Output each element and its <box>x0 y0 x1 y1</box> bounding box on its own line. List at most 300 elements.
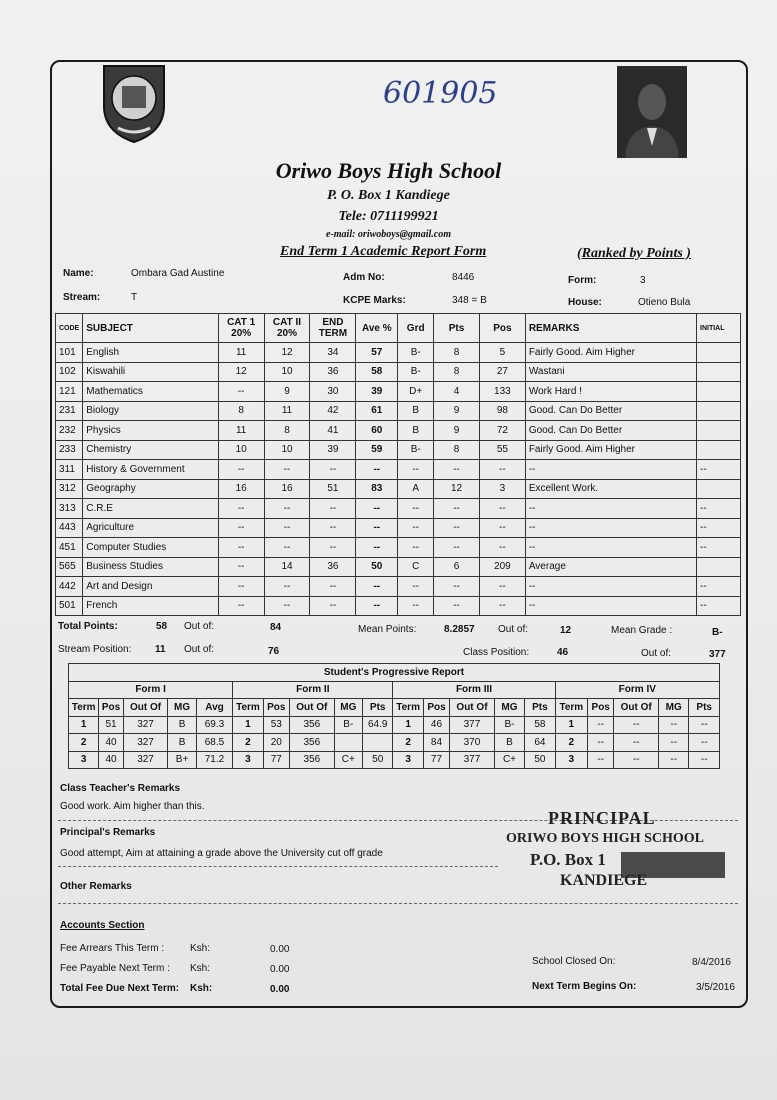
subject-cell: 30 <box>310 382 356 402</box>
subject-row <box>56 382 741 402</box>
subject-cell: -- <box>525 518 696 538</box>
subject-cell: 59 <box>356 440 398 460</box>
subject-cell: Geography <box>83 479 218 499</box>
progress-cell: -- <box>689 751 720 769</box>
progress-cell: 50 <box>525 751 555 769</box>
subject-cell <box>697 421 741 441</box>
column-header: END TERM <box>310 314 356 343</box>
subject-cell: Good. Can Do Better <box>525 401 696 421</box>
column-header: Pos <box>479 314 525 343</box>
subject-cell: -- <box>525 499 696 519</box>
adm-label: Adm No: <box>343 272 385 283</box>
progress-column-header: Pos <box>588 699 614 717</box>
next-term-label: Next Term Begins On: <box>532 981 637 992</box>
progress-form-header: Form III <box>393 681 555 699</box>
progress-cell: 40 <box>99 734 123 752</box>
subject-cell: 8 <box>434 362 480 382</box>
total-due-currency: Ksh: <box>190 983 213 994</box>
progress-forms-row <box>69 681 720 699</box>
progress-column-header: Pos <box>263 699 289 717</box>
progress-column-header: Out Of <box>450 699 495 717</box>
subject-cell: B <box>398 421 434 441</box>
subject-cell <box>697 479 741 499</box>
subject-cell: Physics <box>83 421 218 441</box>
subject-cell: 11 <box>264 401 310 421</box>
progressive-report-table <box>68 663 720 769</box>
stamp-line-1: PRINCIPAL <box>548 808 656 828</box>
subject-cell: -- <box>398 596 434 616</box>
progress-cell: 1 <box>393 716 423 734</box>
subject-cell: 10 <box>264 362 310 382</box>
class-out-of: 377 <box>709 649 726 660</box>
progress-row <box>69 716 720 734</box>
subject-cell: -- <box>310 518 356 538</box>
subject-cell: -- <box>310 460 356 480</box>
subject-cell: -- <box>697 460 741 480</box>
progress-column-header: Term <box>555 699 587 717</box>
subject-cell: -- <box>356 460 398 480</box>
subject-cell: Excellent Work. <box>525 479 696 499</box>
subject-cell: 11 <box>218 421 264 441</box>
stream-out-of: 76 <box>268 646 280 657</box>
subjects-table <box>55 313 741 616</box>
progress-cell: 53 <box>263 716 289 734</box>
subject-cell: 3 <box>479 479 525 499</box>
progress-cell: 3 <box>69 751 99 769</box>
total-due-amount: 0.00 <box>270 984 290 995</box>
total-points-label: Total Points: <box>58 621 118 632</box>
progress-cell: 327 <box>123 716 168 734</box>
subject-cell: 57 <box>356 343 398 363</box>
progress-cell: -- <box>689 716 720 734</box>
subject-cell: French <box>83 596 218 616</box>
subject-cell: -- <box>218 518 264 538</box>
class-out-of-label: Out of: <box>641 648 672 659</box>
subject-cell: 231 <box>56 401 83 421</box>
subject-cell: -- <box>434 538 480 558</box>
progress-cell: 2 <box>393 734 423 752</box>
mean-out-of: 12 <box>560 625 572 636</box>
subject-cell: 39 <box>356 382 398 402</box>
progress-cell: 46 <box>423 716 449 734</box>
accounts-title: Accounts Section <box>60 920 145 931</box>
stamp-line-2: ORIWO BOYS HIGH SCHOOL <box>506 831 704 846</box>
column-header: CODE <box>56 314 83 343</box>
subject-cell: -- <box>356 518 398 538</box>
progress-column-header: Pts <box>363 699 393 717</box>
subject-cell: -- <box>264 460 310 480</box>
progress-cell: 2 <box>69 734 99 752</box>
subject-row <box>56 596 741 616</box>
subject-cell: 60 <box>356 421 398 441</box>
progress-cell: 356 <box>290 716 335 734</box>
subject-cell: -- <box>264 499 310 519</box>
subject-cell: 55 <box>479 440 525 460</box>
subject-cell: 8 <box>264 421 310 441</box>
subject-cell: Business Studies <box>83 557 218 577</box>
progress-cell: 2 <box>233 734 263 752</box>
progress-cell: 3 <box>233 751 263 769</box>
progress-cell: 1 <box>233 716 263 734</box>
progress-column-header: Term <box>233 699 263 717</box>
arrears-amount: 0.00 <box>270 944 290 955</box>
progress-cell: 377 <box>450 716 495 734</box>
subject-cell: -- <box>218 382 264 402</box>
progress-cell: -- <box>588 716 614 734</box>
subject-cell: -- <box>356 538 398 558</box>
subject-cell: -- <box>218 499 264 519</box>
class-position-label: Class Position: <box>463 647 530 658</box>
subject-cell: 27 <box>479 362 525 382</box>
progress-cell: 20 <box>263 734 289 752</box>
subject-cell: 10 <box>264 440 310 460</box>
school-closed-label: School Closed On: <box>532 956 616 967</box>
progress-column-header: MG <box>494 699 524 717</box>
subject-cell: -- <box>479 596 525 616</box>
student-photo <box>617 66 687 158</box>
progress-column-header: Out Of <box>123 699 168 717</box>
subject-row <box>56 577 741 597</box>
progress-cell: 77 <box>423 751 449 769</box>
subject-cell: 313 <box>56 499 83 519</box>
stamp-line-3: P.O. Box 1 <box>530 850 606 869</box>
progress-cell: 3 <box>555 751 587 769</box>
progress-cell: -- <box>588 734 614 752</box>
subject-cell: 451 <box>56 538 83 558</box>
column-header: CAT II 20% <box>264 314 310 343</box>
subject-cell: -- <box>398 538 434 558</box>
subject-cell: 50 <box>356 557 398 577</box>
house-label: House: <box>568 297 602 308</box>
progress-column-header: Term <box>393 699 423 717</box>
subject-cell: -- <box>356 499 398 519</box>
progress-cell: 2 <box>555 734 587 752</box>
subject-row <box>56 557 741 577</box>
subject-cell: 102 <box>56 362 83 382</box>
subject-row <box>56 538 741 558</box>
progress-cell: 327 <box>123 751 168 769</box>
stamp-line-4: KANDIEGE <box>560 872 648 889</box>
subject-row <box>56 460 741 480</box>
school-name: Oriwo Boys High School <box>275 158 502 183</box>
adm-number: 8446 <box>452 272 475 283</box>
subject-cell <box>697 343 741 363</box>
progress-cell: C+ <box>494 751 524 769</box>
subject-cell: 14 <box>264 557 310 577</box>
subject-row <box>56 479 741 499</box>
subject-cell: 36 <box>310 557 356 577</box>
progress-cell: 71.2 <box>196 751 233 769</box>
subject-cell: 34 <box>310 343 356 363</box>
form-value: 3 <box>640 275 646 286</box>
subject-cell: 83 <box>356 479 398 499</box>
progress-cell: 50 <box>363 751 393 769</box>
progress-column-header: Out Of <box>614 699 659 717</box>
subject-cell: -- <box>525 577 696 597</box>
total-out-of-label: Out of: <box>184 621 215 632</box>
class-teacher-remarks-label: Class Teacher's Remarks <box>60 783 181 794</box>
subject-cell: B- <box>398 440 434 460</box>
subject-cell: 209 <box>479 557 525 577</box>
subject-cell: 4 <box>434 382 480 402</box>
progress-cell: B <box>168 734 196 752</box>
school-closed-date: 8/4/2016 <box>692 957 731 968</box>
mean-grade-label: Mean Grade : <box>611 625 673 636</box>
progress-form-header: Form I <box>69 681 233 699</box>
subject-cell: 232 <box>56 421 83 441</box>
progress-cell: 84 <box>423 734 449 752</box>
mean-grade: B- <box>712 627 723 638</box>
subject-cell: 442 <box>56 577 83 597</box>
progress-cell: -- <box>588 751 614 769</box>
subject-cell: D+ <box>398 382 434 402</box>
subject-cell: -- <box>434 499 480 519</box>
payable-label: Fee Payable Next Term : <box>60 963 170 974</box>
subject-cell: 443 <box>56 518 83 538</box>
column-header: INITIAL <box>697 314 741 343</box>
total-out-of: 84 <box>270 622 282 633</box>
subject-cell: 51 <box>310 479 356 499</box>
progress-cell: 327 <box>123 734 168 752</box>
subject-cell: -- <box>525 460 696 480</box>
subject-cell: B- <box>398 343 434 363</box>
subject-cell: -- <box>697 499 741 519</box>
progress-cell: -- <box>689 734 720 752</box>
progress-form-header: Form IV <box>555 681 719 699</box>
progress-cell: 64 <box>525 734 555 752</box>
subject-cell: -- <box>218 596 264 616</box>
progress-column-header: Pts <box>689 699 720 717</box>
progress-cell: 51 <box>99 716 123 734</box>
kcpe-label: KCPE Marks: <box>343 295 406 306</box>
progress-cell: 356 <box>290 734 335 752</box>
ranking-note: (Ranked by Points ) <box>577 246 691 261</box>
subject-cell: -- <box>398 460 434 480</box>
progress-column-header: MG <box>168 699 196 717</box>
subject-cell: 11 <box>218 343 264 363</box>
subject-cell: -- <box>398 518 434 538</box>
progress-cell: B <box>168 716 196 734</box>
subject-cell: 16 <box>264 479 310 499</box>
subject-cell: 72 <box>479 421 525 441</box>
progress-cell: -- <box>659 716 689 734</box>
subject-cell <box>697 557 741 577</box>
subject-cell: 311 <box>56 460 83 480</box>
next-term-date: 3/5/2016 <box>696 982 735 993</box>
progress-column-header: Out Of <box>290 699 335 717</box>
progress-form-header: Form II <box>233 681 393 699</box>
subject-cell: 12 <box>434 479 480 499</box>
subject-cell: 61 <box>356 401 398 421</box>
progress-cell: C+ <box>334 751 362 769</box>
progress-title: Student's Progressive Report <box>69 664 720 682</box>
subject-row <box>56 362 741 382</box>
subject-cell: Mathematics <box>83 382 218 402</box>
arrears-currency: Ksh: <box>190 943 211 954</box>
progress-cell: 40 <box>99 751 123 769</box>
progress-cell: B <box>494 734 524 752</box>
subject-cell: 42 <box>310 401 356 421</box>
subject-cell: 10 <box>218 440 264 460</box>
school-crest-logo <box>100 62 168 144</box>
subject-cell <box>697 440 741 460</box>
student-name: Ombara Gad Austine <box>131 268 225 279</box>
subject-cell: 565 <box>56 557 83 577</box>
subject-cell: Work Hard ! <box>525 382 696 402</box>
subject-cell: Good. Can Do Better <box>525 421 696 441</box>
progress-column-header: MG <box>334 699 362 717</box>
subject-cell: -- <box>434 460 480 480</box>
subject-cell <box>697 401 741 421</box>
class-position: 46 <box>557 647 569 658</box>
progress-cell: 69.3 <box>196 716 233 734</box>
subject-cell: -- <box>310 538 356 558</box>
subjects-header-row <box>56 314 741 343</box>
subject-cell: -- <box>479 538 525 558</box>
subject-cell: -- <box>398 499 434 519</box>
total-points: 58 <box>156 621 168 632</box>
mean-points-label: Mean Points: <box>358 624 417 635</box>
subject-cell: B- <box>398 362 434 382</box>
stream-value: T <box>131 292 138 303</box>
subject-cell: -- <box>310 577 356 597</box>
subject-cell: -- <box>479 460 525 480</box>
subject-cell: 8 <box>434 440 480 460</box>
subject-cell: 12 <box>218 362 264 382</box>
progress-row <box>69 751 720 769</box>
subject-cell: -- <box>479 499 525 519</box>
other-remarks-label: Other Remarks <box>60 881 132 892</box>
subject-cell: -- <box>218 557 264 577</box>
subject-cell: English <box>83 343 218 363</box>
mean-points: 8.2857 <box>444 624 475 635</box>
subject-cell: Fairly Good. Aim Higher <box>525 440 696 460</box>
subject-cell: 501 <box>56 596 83 616</box>
progress-cell: 68.5 <box>196 734 233 752</box>
progress-cell: 64.9 <box>363 716 393 734</box>
subject-cell: Wastani <box>525 362 696 382</box>
subject-cell: 312 <box>56 479 83 499</box>
mean-out-of-label: Out of: <box>498 624 529 635</box>
subject-cell: 41 <box>310 421 356 441</box>
subject-cell: Computer Studies <box>83 538 218 558</box>
subject-cell: 9 <box>434 421 480 441</box>
subject-cell: History & Government <box>83 460 218 480</box>
class-teacher-remarks: Good work. Aim higher than this. <box>60 801 205 812</box>
subject-cell: -- <box>697 518 741 538</box>
subject-cell: 16 <box>218 479 264 499</box>
subject-cell: Kiswahili <box>83 362 218 382</box>
school-address: P. O. Box 1 Kandiege <box>327 188 450 203</box>
subject-cell: -- <box>434 577 480 597</box>
stream-label: Stream: <box>63 292 101 303</box>
stream-position: 11 <box>155 644 166 655</box>
subject-cell: 8 <box>218 401 264 421</box>
subject-row <box>56 518 741 538</box>
subject-cell: Biology <box>83 401 218 421</box>
progress-cell: -- <box>659 751 689 769</box>
subject-row <box>56 499 741 519</box>
subject-cell: -- <box>264 538 310 558</box>
principal-remarks-label: Principal's Remarks <box>60 827 156 838</box>
subject-cell: 5 <box>479 343 525 363</box>
kcpe-value: 348 = B <box>452 295 487 306</box>
handwritten-number: 601905 <box>383 76 498 111</box>
subject-cell: 6 <box>434 557 480 577</box>
subject-cell: -- <box>218 460 264 480</box>
progress-columns-row <box>69 699 720 717</box>
column-header: Pts <box>434 314 480 343</box>
subject-cell: -- <box>697 577 741 597</box>
subject-cell: 133 <box>479 382 525 402</box>
subject-row <box>56 440 741 460</box>
payable-currency: Ksh: <box>190 963 211 974</box>
subject-row <box>56 401 741 421</box>
subject-cell: -- <box>264 577 310 597</box>
subject-cell: -- <box>356 577 398 597</box>
school-email: e-mail: oriwoboys@gmail.com <box>326 229 451 240</box>
subject-cell: 101 <box>56 343 83 363</box>
progress-column-header: Term <box>69 699 99 717</box>
subject-cell: 121 <box>56 382 83 402</box>
subject-cell: 39 <box>310 440 356 460</box>
progress-cell: 3 <box>393 751 423 769</box>
subject-cell: 9 <box>434 401 480 421</box>
subject-cell: 12 <box>264 343 310 363</box>
progress-cell: B- <box>494 716 524 734</box>
subject-cell: -- <box>310 499 356 519</box>
subject-cell: -- <box>218 538 264 558</box>
principal-remarks: Good attempt, Aim at attaining a grade above the University cut off grade <box>60 848 383 859</box>
subject-cell: -- <box>525 596 696 616</box>
subject-cell <box>697 362 741 382</box>
subject-cell: Agriculture <box>83 518 218 538</box>
subject-cell: A <box>398 479 434 499</box>
subject-cell: -- <box>479 577 525 597</box>
column-header: REMARKS <box>525 314 696 343</box>
subject-cell: -- <box>697 596 741 616</box>
subject-cell: -- <box>479 518 525 538</box>
subject-cell: Average <box>525 557 696 577</box>
column-header: Ave % <box>356 314 398 343</box>
subject-cell: B <box>398 401 434 421</box>
subject-cell: -- <box>398 577 434 597</box>
subject-cell: -- <box>310 596 356 616</box>
subject-cell <box>697 382 741 402</box>
subject-cell: 36 <box>310 362 356 382</box>
column-header: SUBJECT <box>83 314 218 343</box>
subject-row <box>56 421 741 441</box>
form-label: Form: <box>568 275 597 286</box>
subject-cell: Chemistry <box>83 440 218 460</box>
subject-cell: -- <box>697 538 741 558</box>
progress-cell: 1 <box>69 716 99 734</box>
subject-cell: 58 <box>356 362 398 382</box>
subject-cell: 98 <box>479 401 525 421</box>
house-value: Otieno Bula <box>638 297 691 308</box>
subject-cell: Art and Design <box>83 577 218 597</box>
subject-cell: Fairly Good. Aim Higher <box>525 343 696 363</box>
total-due-label: Total Fee Due Next Term: <box>60 983 180 994</box>
progress-column-header: Pos <box>423 699 449 717</box>
subject-cell: C.R.E <box>83 499 218 519</box>
progress-cell: B+ <box>168 751 196 769</box>
progress-cell: 370 <box>450 734 495 752</box>
progress-column-header: Pts <box>525 699 555 717</box>
progress-column-header: MG <box>659 699 689 717</box>
column-header: Grd <box>398 314 434 343</box>
subject-cell: -- <box>434 518 480 538</box>
